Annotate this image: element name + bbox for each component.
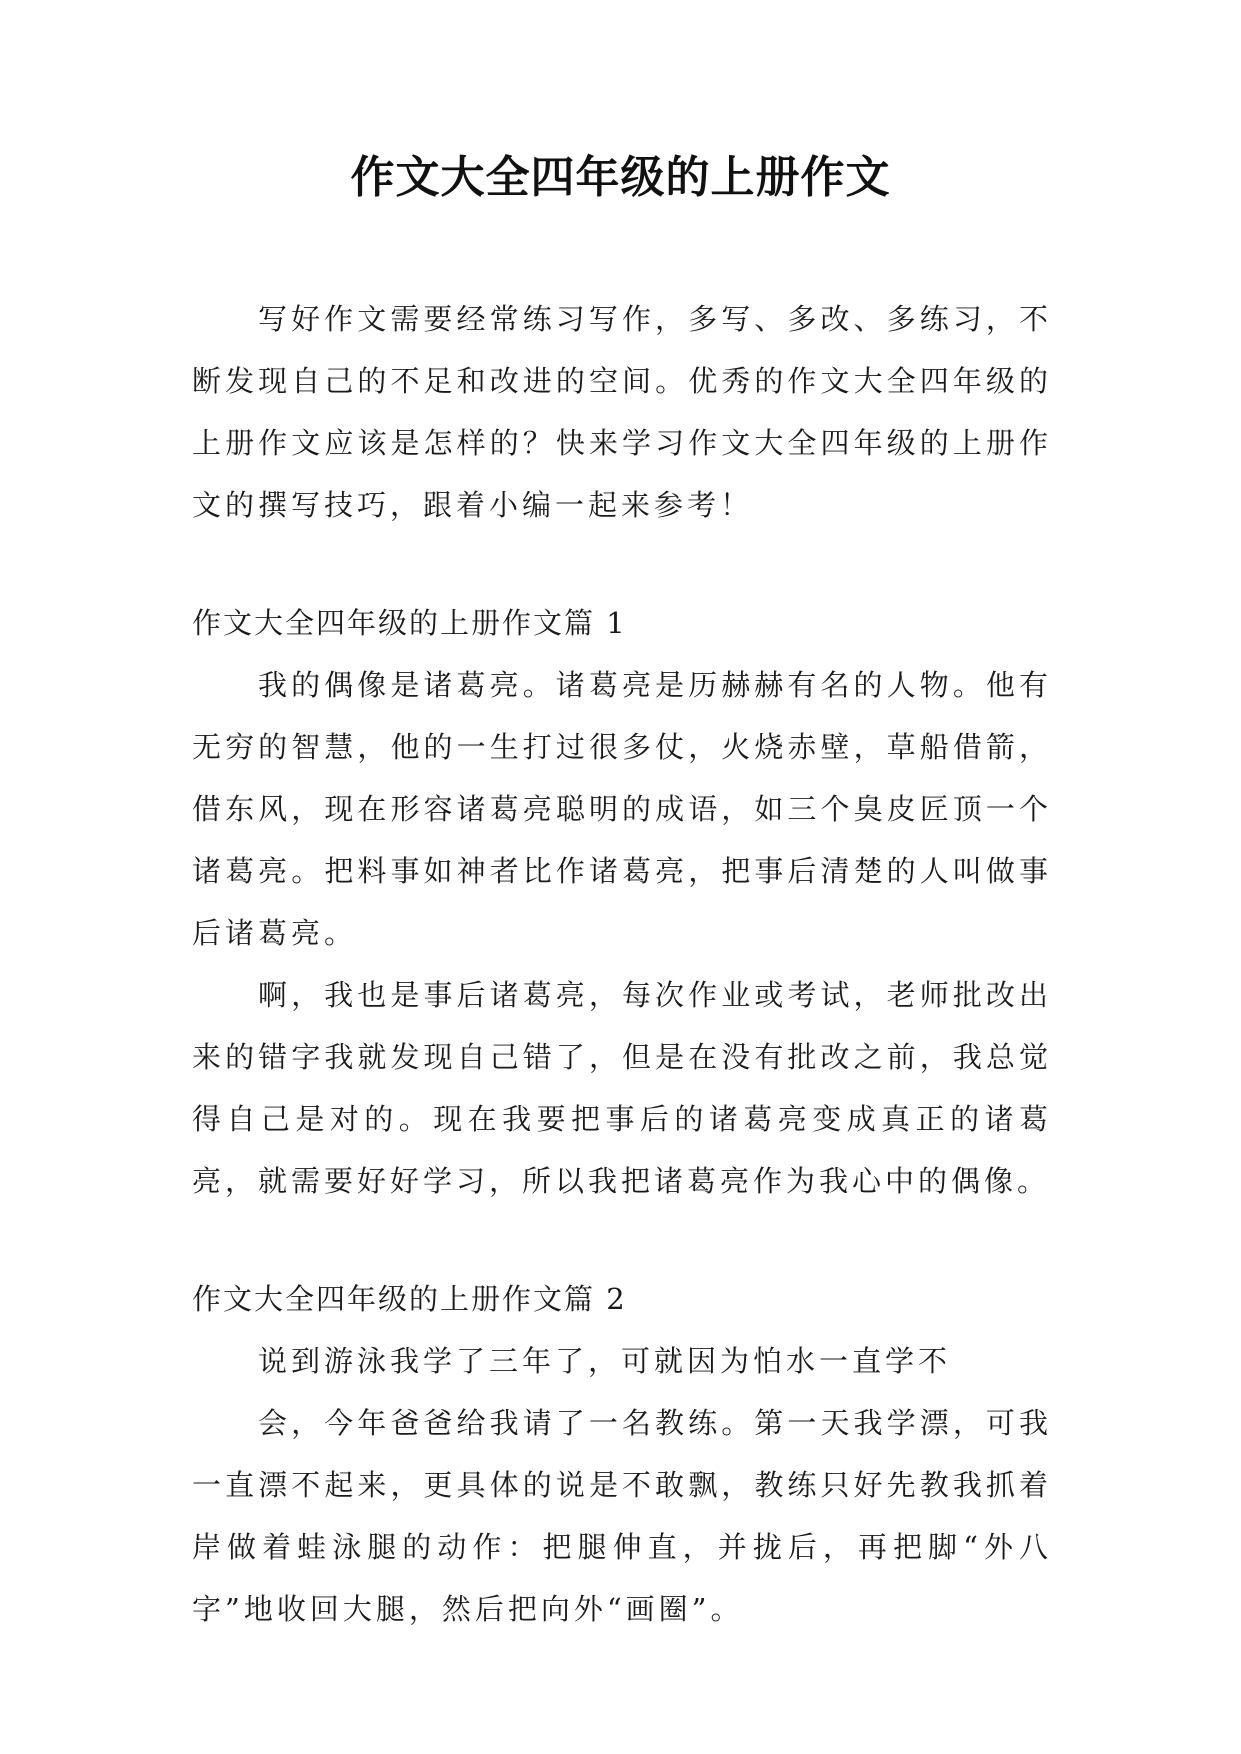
body-paragraph: 啊，我也是事后诸葛亮，每次作业或考试，老师批改出来的错字我就发现自己错了，但是在没有批改之前，我总觉得自己是对的。现在我要把事后的诸葛亮变成真正的诸葛亮，就需要好好学习，所以我把诸葛亮作为我心中的偶像。 <box>192 978 1052 1198</box>
section-gap <box>192 536 1052 592</box>
document-title: 作文大全四年级的上册作文 <box>350 152 891 203</box>
body-paragraph: 会，今年爸爸给我请了一名教练。第一天我学漂，可我一直漂不起来，更具体的说是不敢飘，教练只好先教我抓着岸做着蛙泳腿的动作：把腿伸直，并拢后，再把脚“外八字”地收回大腿，然后把向外“画圈”。 <box>192 1406 1052 1626</box>
section-heading: 作文大全四年级的上册作文篇 2 <box>192 1282 627 1316</box>
section-1 <box>192 592 1052 1212</box>
body-paragraph: 说到游泳我学了三年了，可就因为怕水一直学不 <box>258 1344 952 1378</box>
body-paragraph: 我的偶像是诸葛亮。诸葛亮是历赫赫有名的人物。他有无穷的智慧，他的一生打过很多仗，火烧赤壁，草船借箭，借东风，现在形容诸葛亮聪明的成语，如三个臭皮匠顶一个诸葛亮。把料事如神者比作诸葛亮，把事后清楚的人叫做事后诸葛亮。 <box>192 668 1052 950</box>
document-body <box>192 288 1052 1640</box>
section-heading: 作文大全四年级的上册作文篇 1 <box>192 606 627 640</box>
section-gap <box>192 1212 1052 1268</box>
intro-paragraph: 写好作文需要经常练习写作，多写、多改、多练习，不断发现自己的不足和改进的空间。优秀的作文大全四年级的上册作文应该是怎样的？快来学习作文大全四年级的上册作文的撰写技巧，跟着小编一起来参考！ <box>192 302 1052 522</box>
section-2 <box>192 1268 1052 1640</box>
